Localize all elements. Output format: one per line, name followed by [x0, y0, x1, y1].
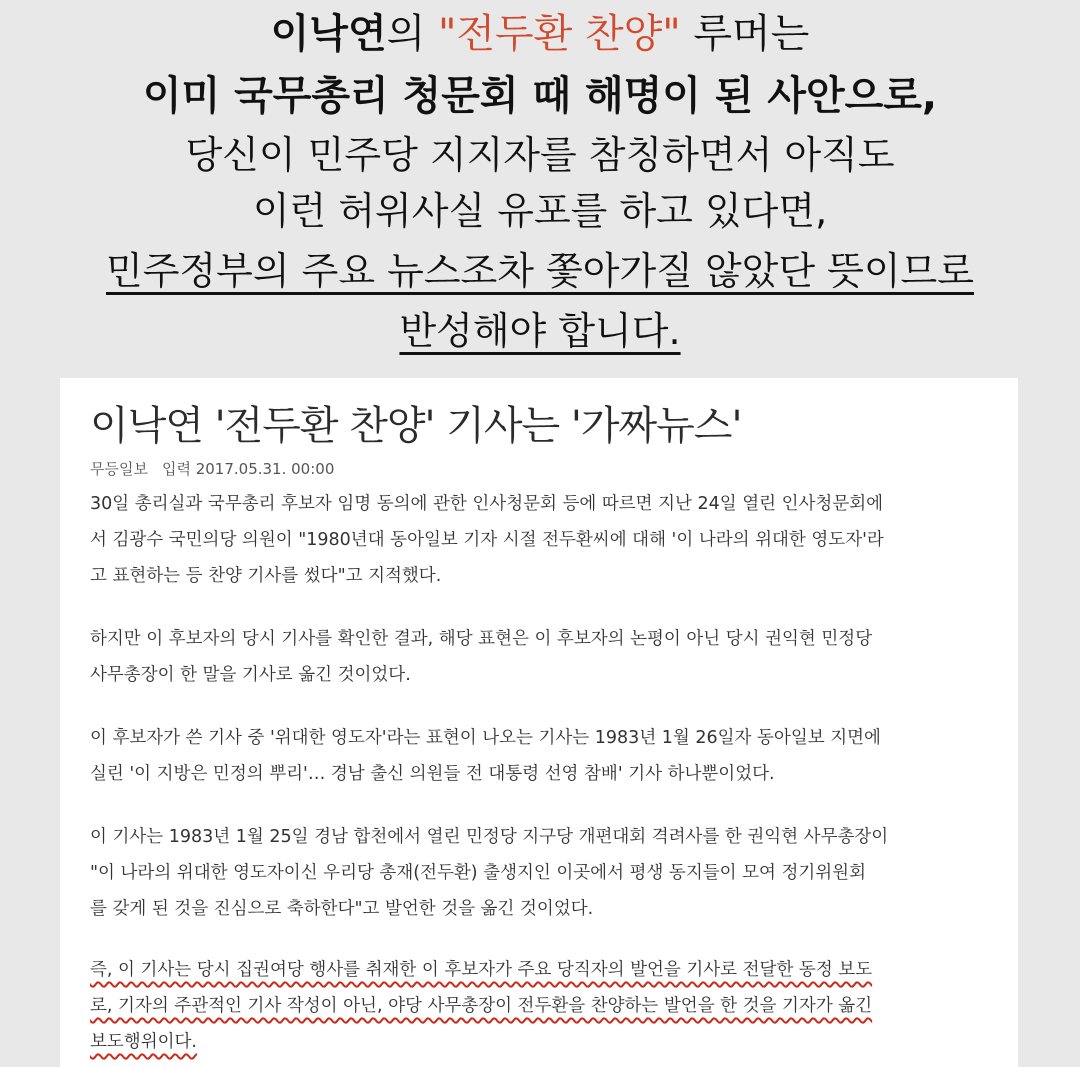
paragraph-line: 30일 총리실과 국무총리 후보자 임명 동의에 관한 인사청문회 등에 따르면 지난 24일 열린 인사청문회에 — [90, 494, 884, 514]
caption-name: 이낙연 — [270, 11, 387, 57]
article-paragraph-3 — [90, 720, 995, 792]
highlighted-line: 보도행위이다. — [90, 1032, 197, 1052]
caption-line-2: 이미 국무총리 청문회 때 해명이 된 사안으로, — [142, 73, 938, 119]
paragraph-line: 이 후보자가 쓴 기사 중 '위대한 영도자'라는 표현이 나오는 기사는 1983년 1월 26일자 동아일보 지면에 — [90, 728, 881, 748]
caption-particle: 의 — [386, 11, 438, 57]
caption-line-5 — [0, 249, 1080, 293]
paragraph-line: 사무총장이 한 말을 기사로 옮긴 것이었다. — [90, 665, 411, 685]
caption-line-6-text: 반성해야 합니다. — [399, 309, 681, 353]
article-source: 무등일보 — [90, 460, 148, 478]
article-title: 이낙연 '전두환 찬양' 기사는 '가짜뉴스' — [90, 403, 742, 449]
highlighted-line: 로, 기자의 주관적인 기사 작성이 아닌, 야당 사무총장이 전두환을 찬양하는 발언을 한 것을 기자가 옮긴 — [90, 996, 873, 1016]
paragraph-line: 서 김광수 국민의당 의원이 "1980년대 동아일보 기자 시절 전두환씨에 대해 '이 나라의 위대한 영도자'라 — [90, 530, 884, 550]
paragraph-line: 를 갖게 된 것을 진심으로 축하한다"고 발언한 것을 옮긴 것이었다. — [90, 899, 594, 919]
article-meta — [90, 458, 334, 479]
caption-line-5-text: 민주정부의 주요 뉴스조차 쫓아가질 않았단 뜻이므로 — [106, 249, 974, 293]
caption-line-3: 당신이 민주당 지지자를 참칭하면서 아직도 — [185, 133, 895, 177]
caption-line-6 — [0, 309, 1080, 353]
article-paragraph-2 — [90, 621, 995, 693]
paragraph-line: "이 나라의 위대한 영도자이신 우리당 총재(전두환) 출생지인 이곳에서 평생 동지들이 모여 정기위원회 — [90, 863, 866, 883]
caption-line-1 — [0, 11, 1080, 57]
paragraph-line: 이 기사는 1983년 1월 25일 경남 합천에서 열린 민정당 지구당 개편대회 격려사를 한 권익현 사무총장이 — [90, 827, 889, 847]
caption-rest: 루머는 — [680, 11, 810, 57]
caption-quote: "전두환 찬양" — [437, 11, 681, 57]
paragraph-line: 하지만 이 후보자의 당시 기사를 확인한 결과, 해당 표현은 이 후보자의 논평이 아닌 당시 권익현 민정당 — [90, 629, 873, 649]
highlighted-line: 즉, 이 기사는 당시 집권여당 행사를 취재한 이 후보자가 주요 당직자의 발언을 기사로 전달한 동정 보도 — [90, 960, 873, 980]
paragraph-line: 고 표현하는 등 찬양 기사를 썼다"고 지적했다. — [90, 566, 442, 586]
article-paragraph-highlighted — [90, 952, 995, 1060]
article-paragraph-1 — [90, 486, 995, 594]
article-date: 입력 2017.05.31. 00:00 — [161, 460, 335, 478]
paragraph-line: 실린 '이 지방은 민정의 뿌리'… 경남 출신 의원들 전 대통령 선영 참배' 기사 하나뿐이었다. — [90, 764, 775, 784]
caption-line-4: 이런 허위사실 유포를 하고 있다면, — [252, 189, 828, 233]
article-paragraph-4 — [90, 819, 995, 927]
article-card — [60, 378, 1018, 1067]
